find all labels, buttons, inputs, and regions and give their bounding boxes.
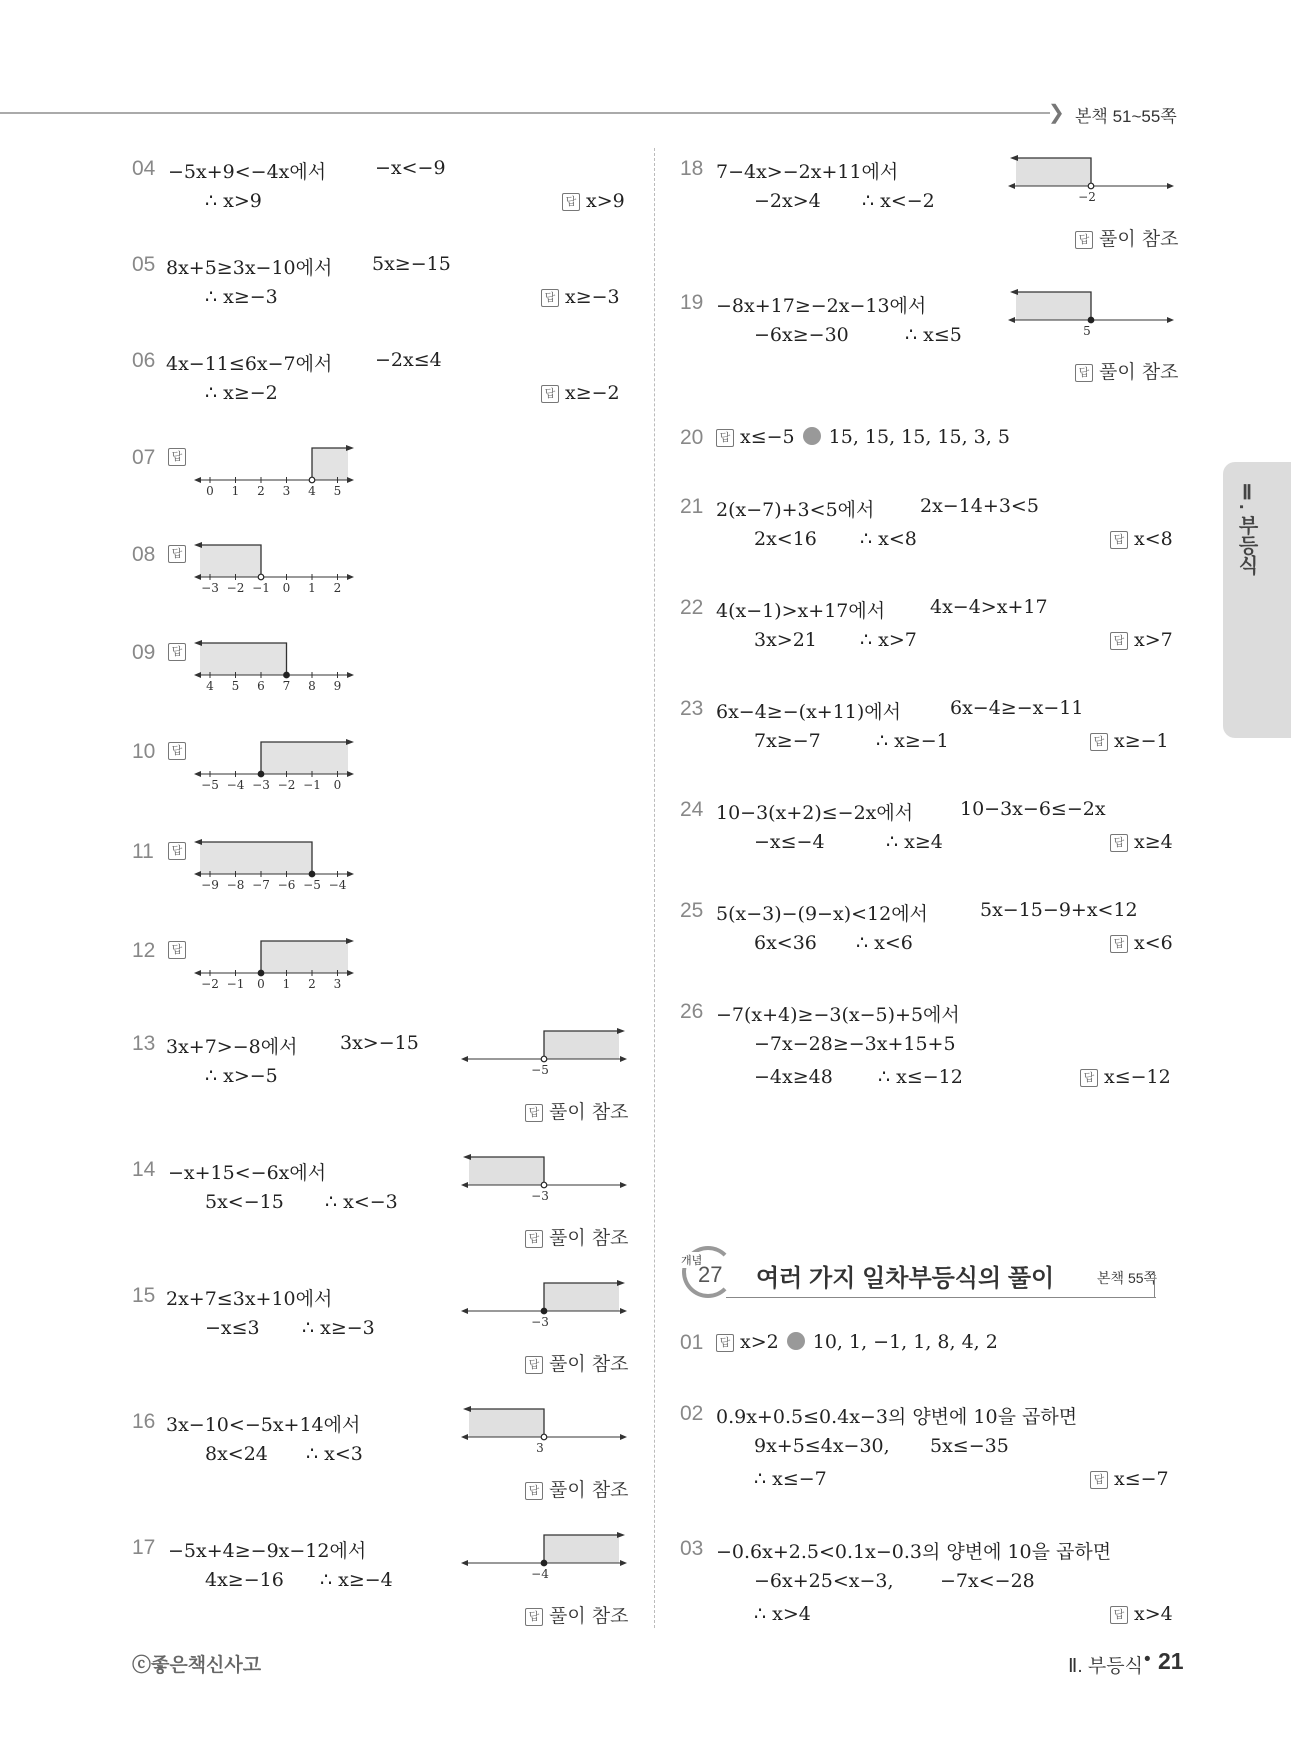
number-line — [458, 1025, 630, 1075]
problem-number: 26 — [680, 1000, 704, 1023]
equation: ∴ x≥−3 — [302, 1317, 375, 1339]
equation: ∴ x≤−12 — [878, 1066, 963, 1088]
boundary-point — [541, 1056, 547, 1062]
axis-arrowhead — [347, 871, 354, 877]
tick-label: 5 — [231, 679, 240, 693]
solution-region — [1016, 158, 1091, 186]
equation: −0.6x+2.5<0.1x−0.3의 양변에 10을 곱하면 — [716, 1541, 1112, 1563]
problem-number: 04 — [132, 157, 156, 180]
tick-label: −4 — [531, 1567, 549, 1579]
boundary-point — [1088, 317, 1094, 323]
answer-icon: 답 — [541, 289, 559, 307]
tick-label: −2 — [1078, 190, 1096, 202]
header-rule — [0, 112, 1050, 114]
region-arrowhead — [617, 1280, 625, 1286]
equation: ∴ x≥−4 — [320, 1569, 393, 1591]
region-arrowhead — [346, 739, 354, 745]
axis-arrowhead — [347, 574, 354, 580]
axis-arrowhead — [1167, 317, 1174, 323]
hint-icon — [803, 427, 821, 445]
tick-label: −7 — [252, 878, 270, 892]
tick-label: 3 — [536, 1441, 544, 1453]
equation: ∴ x<−2 — [862, 190, 935, 212]
answer: 답 x≤−12 — [1080, 1066, 1171, 1088]
equation: 2x<16 — [754, 528, 817, 550]
axis-arrowhead — [194, 970, 201, 976]
axis-arrowhead — [620, 1560, 627, 1566]
see-solution: 답 풀이 참조 — [1075, 224, 1178, 251]
equation: −6x+25<x−3, — [754, 1570, 894, 1592]
axis-arrowhead — [461, 1560, 468, 1566]
concept-bracket — [1154, 1272, 1155, 1297]
equation: 5x<−15 — [205, 1191, 284, 1213]
solution-region — [544, 1535, 619, 1563]
axis-arrowhead — [461, 1056, 468, 1062]
header-chevron-icon: ❯ — [1048, 102, 1065, 124]
equation: 8x+5≥3x−10에서 — [166, 257, 333, 279]
number-line — [458, 1277, 630, 1327]
region-arrowhead — [194, 542, 202, 548]
problem-number: 12 — [132, 939, 156, 962]
tick-label: −5 — [201, 778, 219, 792]
tick-label: 2 — [333, 581, 342, 595]
equation: ∴ x>4 — [754, 1603, 811, 1625]
answer-icon: 답 — [1110, 632, 1128, 650]
answer: 답 x<6 — [1110, 932, 1173, 954]
chapter-side-tab[interactable] — [1223, 462, 1291, 738]
problem-number: 08 — [132, 543, 156, 566]
axis-arrowhead — [1008, 183, 1015, 189]
equation: ∴ x≤−7 — [754, 1468, 827, 1490]
boundary-point — [309, 871, 315, 877]
solution-region — [469, 1409, 544, 1437]
equation: 9x+5≤4x−30, — [754, 1435, 890, 1457]
axis-arrowhead — [347, 771, 354, 777]
equation: −5x+4≥−9x−12에서 — [168, 1540, 367, 1562]
tick-label: −3 — [531, 1315, 549, 1327]
tick-label: −5 — [303, 878, 321, 892]
see-solution: 답 풀이 참조 — [525, 1601, 628, 1628]
region-arrowhead — [346, 445, 354, 451]
tick-label: −1 — [252, 581, 270, 595]
equation: 3x>21 — [754, 629, 817, 651]
tick-label: −2 — [226, 581, 245, 595]
number-line — [458, 1529, 630, 1579]
tick-label: −6 — [277, 878, 296, 892]
equation: 2(x−7)+3<5에서 — [716, 499, 875, 521]
equation: 4x−4>x+17 — [930, 596, 1048, 618]
number-line — [190, 834, 360, 892]
answer: 답 x≥4 — [1110, 831, 1173, 853]
answer-icon: 답 — [716, 429, 734, 447]
answer: 답 x>2 10, 1, −1, 1, 8, 4, 2 — [716, 1331, 998, 1353]
answer-icon: 답 — [168, 545, 186, 563]
problem-number: 25 — [680, 899, 704, 922]
tick-label: −3 — [201, 581, 219, 595]
tick-label: 0 — [257, 977, 265, 991]
see-solution: 답 풀이 참조 — [525, 1349, 628, 1376]
tick-label: 2 — [257, 484, 265, 498]
answer-icon: 답 — [168, 448, 186, 466]
equation: ∴ x≤5 — [905, 324, 962, 346]
axis-arrowhead — [620, 1308, 627, 1314]
tick-label: −3 — [531, 1189, 549, 1201]
tick-label: 3 — [333, 977, 342, 991]
answer: 답 x≥−2 — [541, 382, 620, 404]
tick-label: −1 — [226, 977, 245, 991]
see-solution: 답 풀이 참조 — [525, 1475, 628, 1502]
axis-arrowhead — [1167, 183, 1174, 189]
equation: 3x>−15 — [340, 1032, 419, 1054]
column-divider — [654, 148, 655, 1628]
tick-label: −1 — [303, 778, 321, 792]
equation: ∴ x<6 — [856, 932, 913, 954]
equation: −x≤3 — [205, 1317, 260, 1339]
number-line — [458, 1151, 630, 1201]
problem-number: 17 — [132, 1536, 156, 1559]
number-line — [190, 440, 360, 498]
problem-number: 24 — [680, 798, 704, 821]
equation: ∴ x≥4 — [886, 831, 943, 853]
solution-region — [200, 643, 287, 675]
tick-label: −2 — [277, 778, 296, 792]
equation: −x≤−4 — [754, 831, 825, 853]
boundary-point — [258, 970, 264, 976]
problem-number: 19 — [680, 291, 704, 314]
answer: 답 x≥−3 — [541, 286, 620, 308]
tick-label: −5 — [531, 1063, 549, 1075]
tick-label: −3 — [252, 778, 270, 792]
equation: 10−3x−6≤−2x — [960, 798, 1106, 820]
equation: 7x≥−7 — [754, 730, 821, 752]
number-line — [458, 1403, 630, 1453]
tick-label: −4 — [328, 878, 347, 892]
concept-underline — [726, 1297, 1156, 1298]
tick-label: 1 — [231, 484, 240, 498]
axis-arrowhead — [194, 477, 201, 483]
problem-number: 23 — [680, 697, 704, 720]
answer-icon: 답 — [541, 385, 559, 403]
tick-label: −4 — [226, 778, 245, 792]
tick-label: 4 — [206, 679, 214, 693]
equation: ∴ x<3 — [306, 1443, 363, 1465]
equation: 2x+7≤3x+10에서 — [166, 1288, 333, 1310]
equation: −8x+17≥−2x−13에서 — [716, 295, 927, 317]
equation: −7x<−28 — [940, 1570, 1035, 1592]
problem-number: 14 — [132, 1158, 156, 1181]
solution-region — [200, 545, 261, 577]
answer-icon: 답 — [525, 1104, 543, 1122]
region-arrowhead — [194, 640, 202, 646]
answer-icon: 답 — [1090, 1471, 1108, 1489]
tick-label: −9 — [201, 878, 219, 892]
hint-icon — [787, 1332, 805, 1350]
tick-label: 5 — [333, 484, 342, 498]
equation: −4x≥48 — [754, 1066, 833, 1088]
equation: 0.9x+0.5≤0.4x−3의 양변에 10을 곱하면 — [716, 1406, 1078, 1428]
axis-arrowhead — [461, 1434, 468, 1440]
region-arrowhead — [617, 1028, 625, 1034]
problem-number: 10 — [132, 740, 156, 763]
number-line — [190, 537, 360, 595]
answer-icon: 답 — [168, 742, 186, 760]
equation: ∴ x>−5 — [205, 1065, 278, 1087]
problem-number: 01 — [680, 1331, 704, 1354]
answer-icon: 답 — [1110, 531, 1128, 549]
equation: −7(x+4)≥−3(x−5)+5에서 — [716, 1004, 960, 1026]
region-arrowhead — [1010, 155, 1018, 161]
problem-number: 18 — [680, 157, 704, 180]
solution-region — [261, 742, 348, 774]
axis-arrowhead — [194, 871, 201, 877]
tick-label: 5 — [1083, 324, 1091, 336]
axis-arrowhead — [461, 1308, 468, 1314]
equation: −6x≥−30 — [754, 324, 849, 346]
equation: 6x−4≥−(x+11)에서 — [716, 701, 901, 723]
axis-arrowhead — [461, 1182, 468, 1188]
boundary-point — [284, 672, 290, 678]
answer: 답 x<8 — [1110, 528, 1173, 550]
problem-number: 21 — [680, 495, 704, 518]
answer-icon: 답 — [1075, 364, 1093, 382]
boundary-point — [541, 1182, 547, 1188]
answer: 답 x≤−7 — [1090, 1468, 1169, 1490]
problem-number: 16 — [132, 1410, 156, 1433]
equation: 6x−4≥−x−11 — [950, 697, 1084, 719]
header-page-ref: 본책 51~55쪽 — [1075, 107, 1177, 126]
tick-label: 0 — [206, 484, 214, 498]
equation: −7x−28≥−3x+15+5 — [754, 1033, 956, 1055]
solution-region — [200, 842, 312, 874]
answer: 답 x>4 — [1110, 1603, 1173, 1625]
equation: 4(x−1)>x+17에서 — [716, 600, 886, 622]
problem-number: 06 — [132, 349, 156, 372]
axis-arrowhead — [194, 574, 201, 580]
equation: 10−3(x+2)≤−2x에서 — [716, 802, 914, 824]
equation: ∴ x<−3 — [325, 1191, 398, 1213]
problem-number: 22 — [680, 596, 704, 619]
tick-label: 8 — [308, 679, 316, 693]
axis-arrowhead — [1008, 317, 1015, 323]
equation: ∴ x>9 — [205, 190, 262, 212]
equation: 3x−10<−5x+14에서 — [166, 1414, 361, 1436]
answer-icon: 답 — [1090, 733, 1108, 751]
problem-number: 13 — [132, 1032, 156, 1055]
equation: ∴ x≥−3 — [205, 286, 278, 308]
answer: 답 x≤−5 15, 15, 15, 15, 3, 5 — [716, 426, 1010, 448]
concept-tag: 개념 — [680, 1252, 703, 1268]
answer-icon: 답 — [716, 1334, 734, 1352]
equation: 8x<24 — [205, 1443, 268, 1465]
answer: 답 x≥−1 — [1090, 730, 1169, 752]
concept-ref: 본책 55쪽 — [1097, 1270, 1158, 1286]
equation: 7−4x>−2x+11에서 — [716, 161, 899, 183]
axis-arrowhead — [620, 1434, 627, 1440]
equation: −2x≤4 — [375, 349, 442, 371]
region-arrowhead — [1010, 289, 1018, 295]
equation: 5x−15−9+x<12 — [980, 899, 1138, 921]
answer-icon: 답 — [525, 1356, 543, 1374]
equation: −x<−9 — [375, 157, 446, 179]
boundary-point — [541, 1308, 547, 1314]
see-solution: 답 풀이 참조 — [525, 1097, 628, 1124]
boundary-point — [258, 771, 264, 777]
equation: 4x≥−16 — [205, 1569, 284, 1591]
tick-label: 0 — [333, 778, 342, 792]
problem-number: 02 — [680, 1402, 704, 1425]
number-line — [190, 933, 360, 991]
tick-label: 0 — [282, 581, 291, 595]
region-arrowhead — [346, 938, 354, 944]
tick-label: 2 — [308, 977, 316, 991]
see-solution: 답 풀이 참조 — [525, 1223, 628, 1250]
axis-arrowhead — [194, 672, 201, 678]
solution-region — [469, 1157, 544, 1185]
equation: −x+15<−6x에서 — [168, 1162, 327, 1184]
axis-arrowhead — [620, 1056, 627, 1062]
equation: ∴ x<8 — [860, 528, 917, 550]
solution-region — [312, 448, 348, 480]
boundary-point — [1088, 183, 1094, 189]
chapter-side-tab-label: Ⅱ. 부등식 — [1235, 480, 1257, 576]
answer-icon: 답 — [1110, 935, 1128, 953]
tick-label: 1 — [308, 581, 316, 595]
footer-brand: ⓒ좋은책신사고 — [132, 1655, 262, 1676]
answer-icon: 답 — [562, 193, 580, 211]
page-number: 21 — [1158, 1648, 1184, 1674]
boundary-point — [309, 477, 315, 483]
concept-title: 여러 가지 일차부등식의 풀이 — [756, 1265, 1055, 1292]
problem-number: 05 — [132, 253, 156, 276]
axis-arrowhead — [347, 970, 354, 976]
solution-region — [1016, 292, 1091, 320]
axis-arrowhead — [620, 1182, 627, 1188]
tick-label: 7 — [282, 679, 291, 693]
problem-number: 20 — [680, 426, 704, 449]
answer: 답 x>9 — [562, 190, 625, 212]
answer-icon: 답 — [1075, 231, 1093, 249]
region-arrowhead — [194, 839, 202, 845]
tick-label: −2 — [201, 977, 219, 991]
equation: ∴ x>7 — [860, 629, 917, 651]
tick-label: 9 — [333, 679, 342, 693]
tick-label: 3 — [282, 484, 291, 498]
problem-number: 11 — [132, 840, 154, 863]
boundary-point — [541, 1434, 547, 1440]
equation: 4x−11≤6x−7에서 — [166, 353, 333, 375]
axis-arrowhead — [347, 477, 354, 483]
equation: 5x≥−15 — [372, 253, 451, 275]
solution-region — [261, 941, 348, 973]
answer-icon: 답 — [168, 842, 186, 860]
tick-label: 1 — [282, 977, 291, 991]
axis-arrowhead — [194, 771, 201, 777]
footer-chapter: Ⅱ. 부등식 — [1068, 1656, 1143, 1677]
number-line — [1005, 152, 1177, 202]
region-arrowhead — [463, 1154, 471, 1160]
equation: 5(x−3)−(9−x)<12에서 — [716, 903, 928, 925]
answer-icon: 답 — [525, 1482, 543, 1500]
boundary-point — [258, 574, 264, 580]
equation: 3x+7>−8에서 — [166, 1036, 298, 1058]
region-arrowhead — [463, 1406, 471, 1412]
equation: −2x>4 — [754, 190, 821, 212]
number-line — [1005, 286, 1177, 336]
answer-icon: 답 — [168, 941, 186, 959]
answer: 답 x>7 — [1110, 629, 1173, 651]
tick-label: −8 — [226, 878, 245, 892]
equation: ∴ x≥−1 — [876, 730, 949, 752]
axis-arrowhead — [347, 672, 354, 678]
problem-number: 09 — [132, 641, 156, 664]
concept-header — [680, 1244, 1180, 1304]
boundary-point — [541, 1560, 547, 1566]
problem-number: 03 — [680, 1537, 704, 1560]
equation: 5x≤−35 — [930, 1435, 1009, 1457]
answer-icon: 답 — [168, 643, 186, 661]
equation: 2x−14+3<5 — [920, 495, 1039, 517]
equation: 6x<36 — [754, 932, 817, 954]
answer-icon: 답 — [525, 1230, 543, 1248]
concept-number: 27 — [698, 1262, 723, 1287]
tick-label: 6 — [257, 679, 265, 693]
answer-icon: 답 — [1110, 1606, 1128, 1624]
answer-icon: 답 — [1110, 834, 1128, 852]
number-line — [190, 635, 360, 693]
answer-icon: 답 — [1080, 1069, 1098, 1087]
equation: ∴ x≥−2 — [205, 382, 278, 404]
region-arrowhead — [617, 1532, 625, 1538]
footer-separator: • — [1144, 1649, 1151, 1670]
problem-number: 07 — [132, 446, 156, 469]
solution-region — [544, 1031, 619, 1059]
solution-region — [544, 1283, 619, 1311]
equation: −5x+9<−4x에서 — [168, 161, 327, 183]
see-solution: 답 풀이 참조 — [1075, 357, 1178, 384]
number-line — [190, 734, 360, 792]
answer-icon: 답 — [525, 1608, 543, 1626]
tick-label: 4 — [308, 484, 316, 498]
problem-number: 15 — [132, 1284, 156, 1307]
